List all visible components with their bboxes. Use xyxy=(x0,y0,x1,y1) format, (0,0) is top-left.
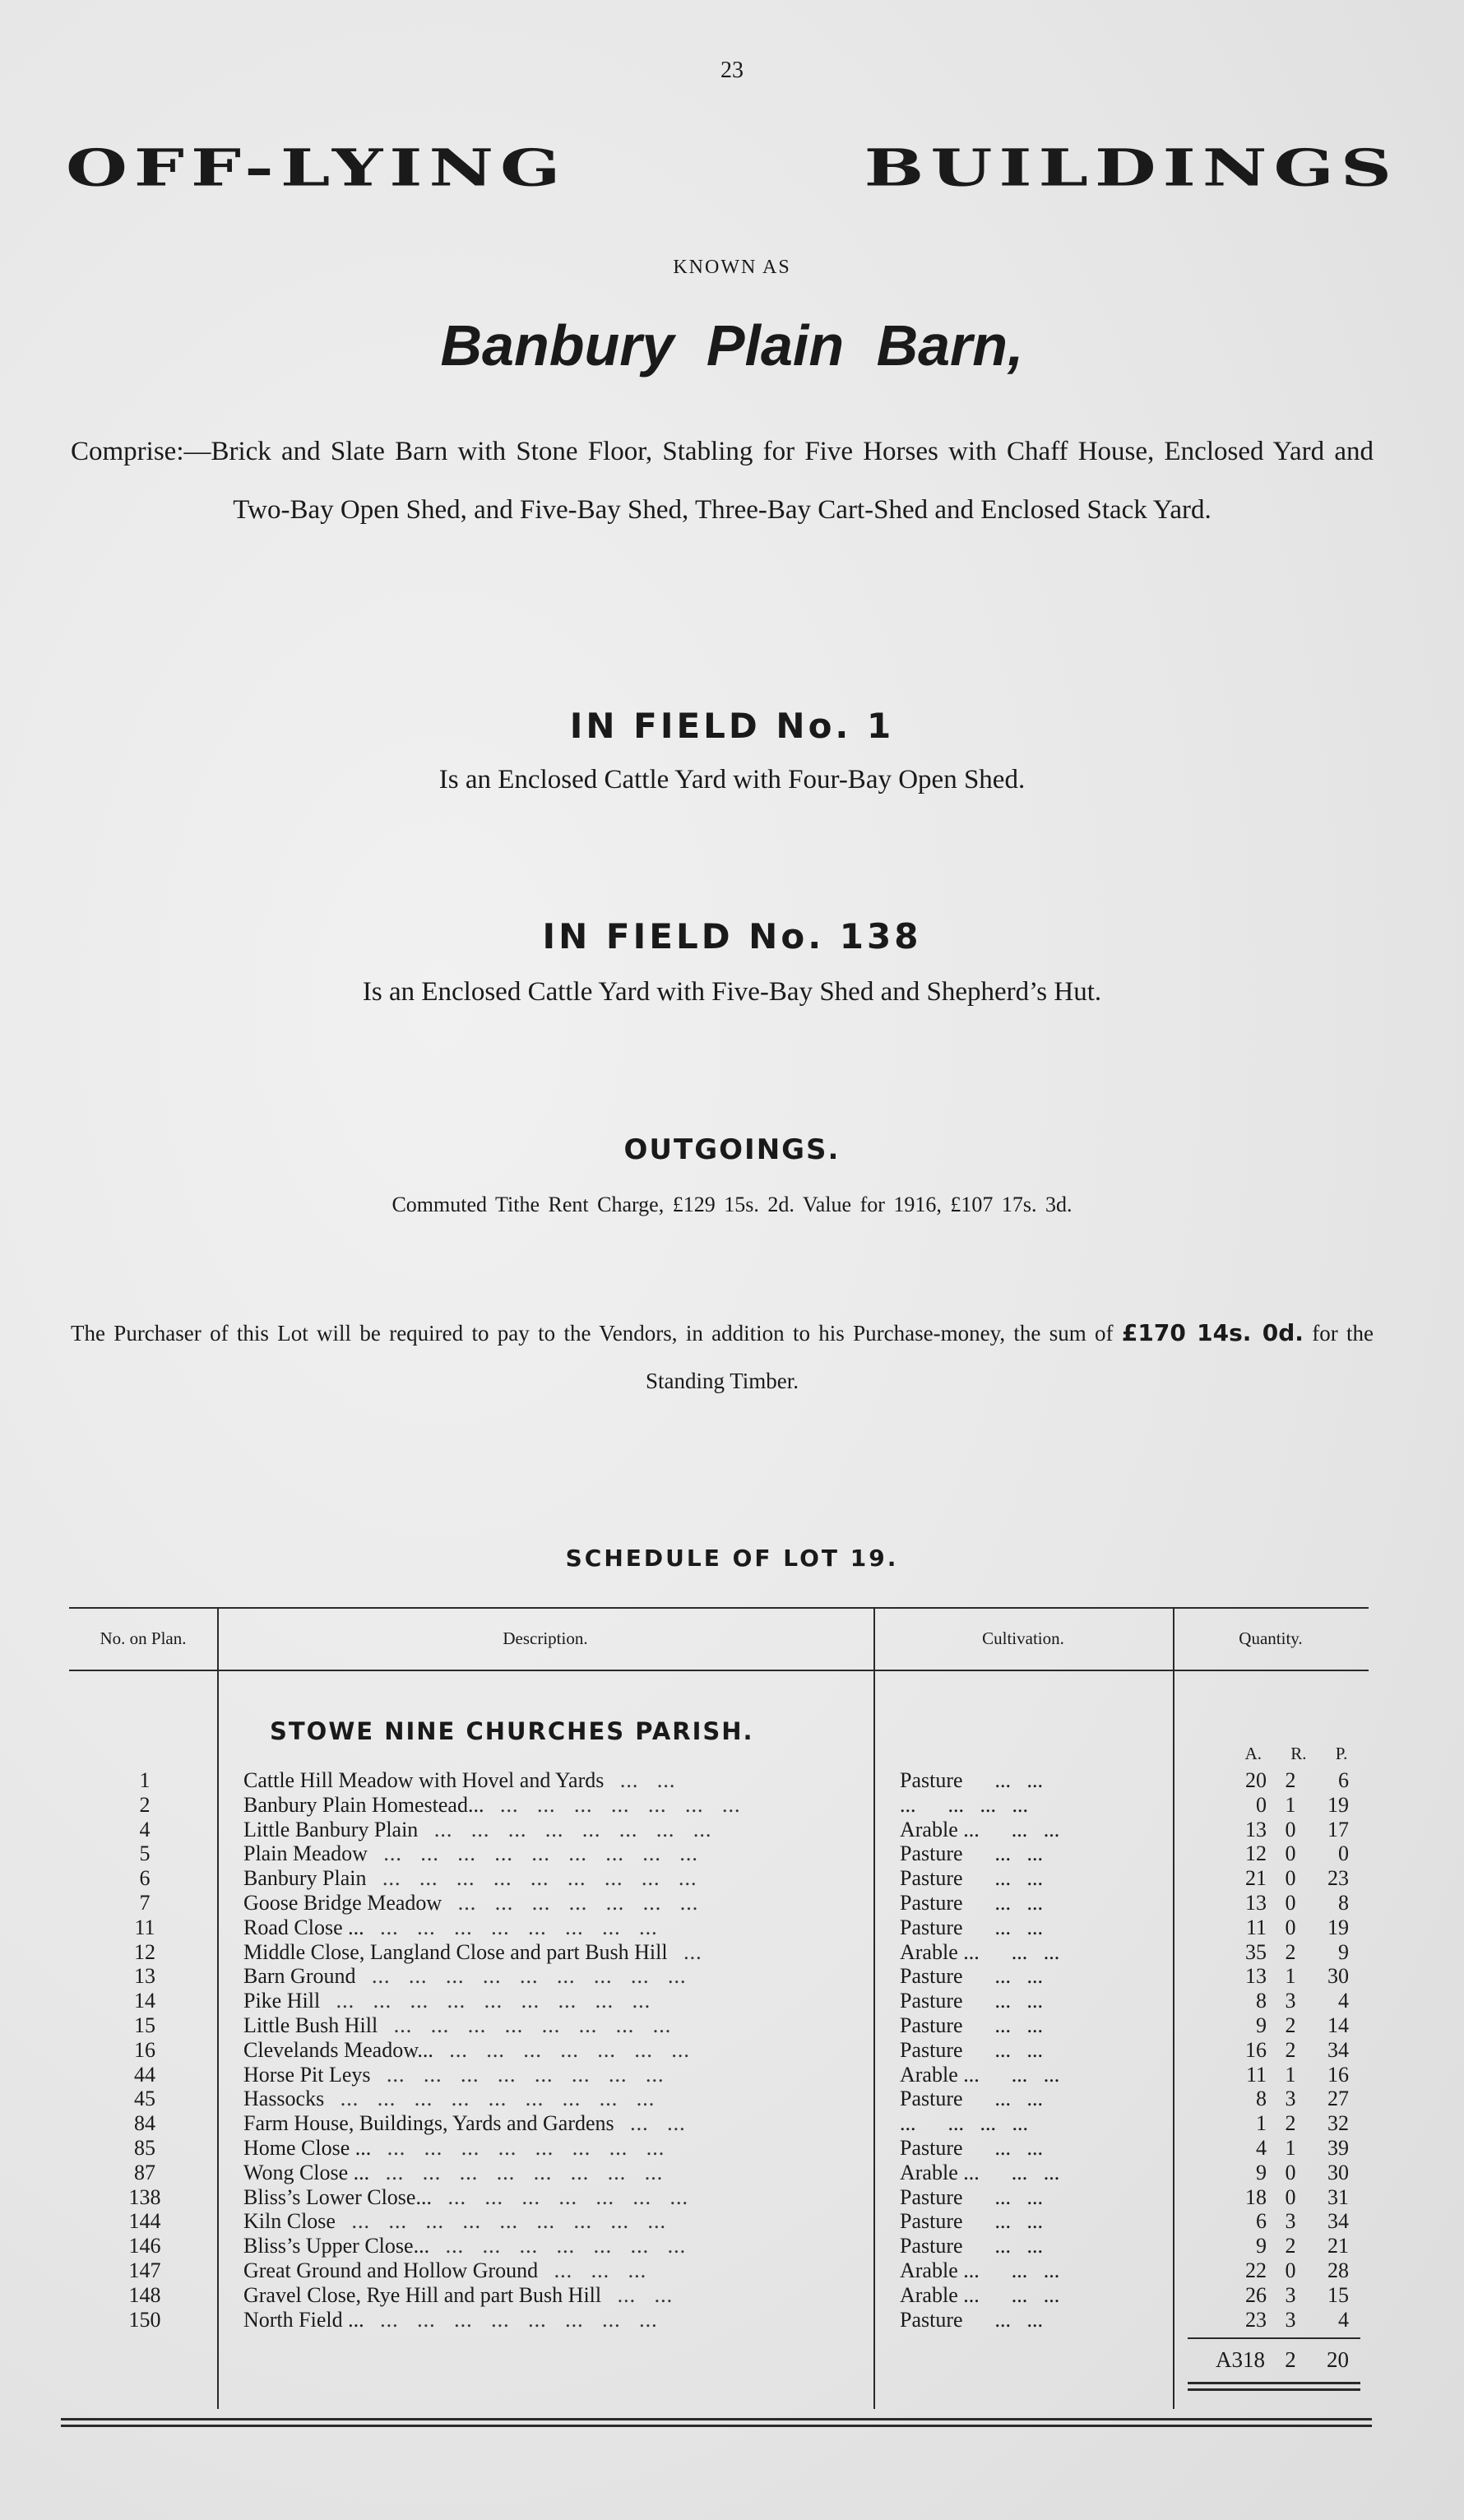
plan-number: 12 xyxy=(134,1939,155,1964)
field-description-text: Gravel Close, Rye Hill and part Bush Hill xyxy=(243,2282,602,2307)
quantity-perches: 27 xyxy=(1327,2087,1349,2111)
quantity-roods: 3 xyxy=(1285,2087,1296,2111)
table-row xyxy=(69,1866,1369,1891)
field-description xyxy=(243,2185,836,2210)
table-row xyxy=(69,1915,1369,1940)
field-1-text: Is an Enclosed Cattle Yard with Four-Bay Open Shed. xyxy=(438,765,1026,794)
quantity-perches: 34 xyxy=(1327,2209,1349,2234)
field-description xyxy=(243,2111,836,2136)
field-description-text: Wong Close ... xyxy=(243,2160,370,2184)
leader-dots: ... ... xyxy=(994,2013,1044,2037)
plan-number: 6 xyxy=(139,1866,151,1891)
plan-number: 144 xyxy=(128,2209,161,2234)
table-row xyxy=(69,2038,1369,2063)
field-description xyxy=(243,1891,836,1915)
quantity-acres: 6 xyxy=(1256,2209,1267,2234)
quantity-perches: 0 xyxy=(1338,1841,1349,1866)
cultivation-text: Pasture xyxy=(900,2209,963,2234)
leader-dots: ... ... xyxy=(994,2087,1044,2111)
quantity-perches: 39 xyxy=(1327,2135,1349,2160)
field-description-text: North Field ... xyxy=(243,2307,364,2332)
field-description-text: Hassocks xyxy=(243,2087,325,2111)
field-description xyxy=(243,1940,836,1965)
leader-dots: ... ... xyxy=(994,2234,1044,2258)
leader-dots: ... ... ... ... ... ... ... ... ... xyxy=(336,1989,651,2013)
purchaser-text-after: for the Standing Timber. xyxy=(645,1321,1374,1393)
leader-dots: ... xyxy=(683,1939,702,1964)
outgoings-heading: OUTGOINGS. xyxy=(623,1133,841,1166)
quantity-acres: 22 xyxy=(1245,2258,1267,2282)
quantity-acres: 16 xyxy=(1245,2037,1267,2062)
table-row xyxy=(69,2111,1369,2136)
parish-heading: STOWE NINE CHURCHES PARISH. xyxy=(270,1717,754,1745)
leader-dots: ... ... ... ... ... ... ... xyxy=(445,2234,687,2258)
table-row xyxy=(69,2013,1369,2038)
cultivation xyxy=(900,2258,1147,2283)
quantity-perches: 6 xyxy=(1338,1768,1349,1792)
cultivation-text: Pasture xyxy=(900,2037,963,2062)
leader-dots: ... ... xyxy=(994,2037,1044,2062)
leader-dots: ... ... xyxy=(1011,1817,1060,1841)
field-description-text: Middle Close, Langland Close and part Bush Hill xyxy=(243,1939,668,1964)
cultivation xyxy=(900,2111,1147,2136)
cultivation xyxy=(900,1915,1147,1940)
quantity-perches: 8 xyxy=(1338,1890,1349,1915)
field-description-text: Banbury Plain xyxy=(243,1866,367,1891)
quantity-roods: 0 xyxy=(1285,1866,1296,1891)
cultivation xyxy=(900,2185,1147,2210)
quantity-acres: 13 xyxy=(1245,1964,1267,1989)
cultivation-text: Pasture xyxy=(900,1915,963,1939)
field-description xyxy=(243,2283,836,2308)
cultivation xyxy=(900,1768,1147,1793)
plan-number: 4 xyxy=(139,1817,151,1841)
field-description xyxy=(243,2234,836,2258)
plan-number: 146 xyxy=(128,2234,161,2258)
quantity-acres: 0 xyxy=(1256,1792,1267,1817)
cultivation-text: ... xyxy=(900,2111,916,2136)
cultivation-text: Arable ... xyxy=(900,2258,980,2282)
field-description xyxy=(243,2087,836,2111)
page-title xyxy=(66,138,1398,198)
quantity-perches: 30 xyxy=(1327,1964,1349,1989)
field-description xyxy=(243,2136,836,2161)
field-description-text: Clevelands Meadow... xyxy=(243,2037,433,2062)
field-description xyxy=(243,2013,836,2038)
field-description xyxy=(243,2161,836,2185)
quantity-acres: 12 xyxy=(1245,1841,1267,1866)
leader-dots: ... ... ... xyxy=(947,2111,1028,2136)
field-description xyxy=(243,2038,836,2063)
field-description xyxy=(243,2063,836,2087)
leader-dots: ... ... xyxy=(994,1915,1044,1939)
quantity-acres: 13 xyxy=(1245,1890,1267,1915)
leader-dots: ... ... xyxy=(994,2307,1044,2332)
quantity-perches: 4 xyxy=(1338,1989,1349,2013)
table-row xyxy=(69,1793,1369,1818)
field-description xyxy=(243,1818,836,1842)
leader-dots: ... ... xyxy=(1011,2062,1060,2087)
leader-dots: ... ... xyxy=(994,1890,1044,1915)
quantity-acres: 1 xyxy=(1256,2111,1267,2136)
quantity-acres: 20 xyxy=(1245,1768,1267,1792)
cultivation xyxy=(900,2013,1147,2038)
field-description-text: Barn Ground xyxy=(243,1964,356,1989)
cultivation xyxy=(900,1989,1147,2013)
quantity-perches: 17 xyxy=(1327,1817,1349,1841)
field-description xyxy=(243,1964,836,1989)
cultivation xyxy=(900,2161,1147,2185)
cultivation-text: Pasture xyxy=(900,2135,963,2160)
field-description xyxy=(243,2209,836,2234)
leader-dots: ... ... ... ... ... ... ... ... ... xyxy=(371,1964,687,1989)
field-description-text: Cattle Hill Meadow with Hovel and Yards xyxy=(243,1768,605,1792)
cultivation-text: Pasture xyxy=(900,2234,963,2258)
cultivation xyxy=(900,2136,1147,2161)
quantity-acres: 23 xyxy=(1245,2307,1267,2332)
purchaser-text-before: The Purchaser of this Lot will be required to pay to the Vendors, in addition to his Purchase-money, the sum of xyxy=(71,1321,1114,1346)
plan-number: 44 xyxy=(134,2062,155,2087)
cultivation-text: Arable ... xyxy=(900,1817,980,1841)
leader-dots: ... ... ... xyxy=(554,2258,647,2282)
quantity-perches: 32 xyxy=(1327,2111,1349,2136)
quantity-roods: 0 xyxy=(1285,2184,1296,2209)
field-description xyxy=(243,2308,836,2332)
cultivation-text: Arable ... xyxy=(900,2160,980,2184)
table-row xyxy=(69,2308,1369,2332)
table-row xyxy=(69,2136,1369,2161)
field-description xyxy=(243,1768,836,1793)
field-138-text: Is an Enclosed Cattle Yard with Five-Bay Shed and Shepherd’s Hut. xyxy=(362,977,1102,1007)
cultivation-text: Pasture xyxy=(900,1768,963,1792)
farm-name: Banbury Plain Barn, xyxy=(440,313,1024,378)
leader-dots: ... ... ... ... ... ... ... ... ... xyxy=(351,2209,666,2234)
leader-dots: ... ... xyxy=(1011,2282,1060,2307)
table-row xyxy=(69,2234,1369,2258)
cultivation-text: Arable ... xyxy=(900,2062,980,2087)
quantity-roods: 0 xyxy=(1285,2160,1296,2184)
cultivation xyxy=(900,1866,1147,1891)
cultivation xyxy=(900,2087,1147,2111)
total-double-rule xyxy=(1188,2382,1360,2384)
field-description-text: Farm House, Buildings, Yards and Gardens xyxy=(243,2111,614,2136)
quantity-roods: 2 xyxy=(1285,2013,1296,2037)
leader-dots: ... ... ... ... ... ... ... ... xyxy=(380,2307,658,2332)
field-description-text: Horse Pit Leys xyxy=(243,2062,371,2087)
quantity-roods: 0 xyxy=(1285,1890,1296,1915)
field-description xyxy=(243,1915,836,1940)
quantity-acres: 13 xyxy=(1245,1817,1267,1841)
field-description xyxy=(243,1793,836,1818)
leader-dots: ... ... ... ... ... ... ... xyxy=(499,1792,741,1817)
plan-number: 45 xyxy=(134,2087,155,2111)
page-number: 23 xyxy=(720,58,744,83)
table-row xyxy=(69,2063,1369,2087)
quantity-acres: 11 xyxy=(1245,1915,1267,1939)
quantity-roods: 2 xyxy=(1285,1939,1296,1964)
field-description-text: Pike Hill xyxy=(243,1989,321,2013)
cultivation-text: Pasture xyxy=(900,1866,963,1891)
plan-number: 14 xyxy=(134,1989,155,2013)
quantity-perches: 31 xyxy=(1327,2184,1349,2209)
plan-number: 1 xyxy=(139,1768,151,1792)
field-description xyxy=(243,1989,836,2013)
field-description-text: Plain Meadow xyxy=(243,1841,368,1866)
field-description-text: Home Close ... xyxy=(243,2135,372,2160)
leader-dots: ... ... xyxy=(994,2209,1044,2234)
total-rule xyxy=(1188,2337,1360,2339)
field-description-text: Goose Bridge Meadow xyxy=(243,1890,442,1915)
plan-number: 7 xyxy=(139,1890,151,1915)
field-description-text: Road Close ... xyxy=(243,1915,364,1939)
leader-dots: ... ... ... ... ... ... ... ... ... xyxy=(340,2087,656,2111)
unit-perches: P. xyxy=(1335,1744,1348,1763)
table-row xyxy=(69,1891,1369,1915)
column-header-no: No. on Plan. xyxy=(100,1628,187,1648)
quantity-perches: 30 xyxy=(1327,2160,1349,2184)
quantity-perches: 28 xyxy=(1327,2258,1349,2282)
quantity-perches: 19 xyxy=(1327,1792,1349,1817)
leader-dots: ... ... xyxy=(994,1768,1044,1792)
field-description-text: Banbury Plain Homestead... xyxy=(243,1792,484,1817)
unit-acres: A. xyxy=(1244,1744,1262,1763)
quantity-roods: 0 xyxy=(1285,2258,1296,2282)
quantity-perches: 16 xyxy=(1327,2062,1349,2087)
cultivation-text: Pasture xyxy=(900,1841,963,1866)
plan-number: 138 xyxy=(128,2184,161,2209)
title-right: BUILDINGS xyxy=(864,138,1398,198)
leader-dots: ... ... xyxy=(617,2282,674,2307)
cultivation-text: Arable ... xyxy=(900,1939,980,1964)
cultivation xyxy=(900,1964,1147,1989)
timber-sum: £170 14s. 0d. xyxy=(1121,1319,1304,1346)
plan-number: 11 xyxy=(134,1915,155,1939)
plan-number: 2 xyxy=(139,1792,151,1817)
leader-dots: ... ... ... xyxy=(947,1792,1028,1817)
cultivation-text: Pasture xyxy=(900,1989,963,2013)
total-acres: A318 xyxy=(1216,2347,1265,2372)
field-description-text: Kiln Close xyxy=(243,2209,336,2234)
quantity-acres: 18 xyxy=(1245,2184,1267,2209)
quantity-roods: 1 xyxy=(1285,2062,1296,2087)
plan-number: 147 xyxy=(128,2258,161,2282)
cultivation-text: ... xyxy=(900,1792,916,1817)
quantity-acres: 21 xyxy=(1245,1866,1267,1891)
cultivation-text: Pasture xyxy=(900,2013,963,2037)
table-row xyxy=(69,1768,1369,1793)
leader-dots: ... ... xyxy=(994,1989,1044,2013)
leader-dots: ... ... ... ... ... ... ... ... xyxy=(433,1817,712,1841)
plan-number: 148 xyxy=(128,2282,161,2307)
leader-dots: ... ... ... ... ... ... ... ... xyxy=(393,2013,672,2037)
leader-dots: ... ... ... ... ... ... ... xyxy=(457,1890,699,1915)
quantity-acres: 8 xyxy=(1256,1989,1267,2013)
column-header-description: Description. xyxy=(503,1628,588,1648)
outgoings-text: Commuted Tithe Rent Charge, £129 15s. 2d. Value for 1916, £107 17s. 3d. xyxy=(391,1193,1073,1216)
leader-dots: ... ... ... ... ... ... ... ... xyxy=(380,1915,658,1939)
field-description-text: Little Bush Hill xyxy=(243,2013,378,2037)
field-description-text: Little Banbury Plain xyxy=(243,1817,419,1841)
cultivation xyxy=(900,2209,1147,2234)
plan-number: 150 xyxy=(128,2307,161,2332)
quantity-roods: 2 xyxy=(1285,2234,1296,2258)
quantity-perches: 4 xyxy=(1338,2307,1349,2332)
cultivation xyxy=(900,2063,1147,2087)
table-row xyxy=(69,2185,1369,2210)
total-roods: 2 xyxy=(1285,2347,1296,2372)
quantity-perches: 14 xyxy=(1327,2013,1349,2037)
field-description-text: Bliss’s Lower Close... xyxy=(243,2184,432,2209)
quantity-roods: 0 xyxy=(1285,1841,1296,1866)
plan-number: 13 xyxy=(134,1964,155,1989)
cultivation-text: Pasture xyxy=(900,2184,963,2209)
plan-number: 85 xyxy=(134,2135,155,2160)
quantity-perches: 34 xyxy=(1327,2037,1349,2062)
field-138-heading: IN FIELD No. 138 xyxy=(542,916,922,957)
table-row xyxy=(69,1940,1369,1965)
leader-dots: ... ... xyxy=(994,2135,1044,2160)
quantity-perches: 19 xyxy=(1327,1915,1349,1939)
plan-number: 16 xyxy=(134,2037,155,2062)
leader-dots: ... ... ... ... ... ... ... xyxy=(449,2037,690,2062)
quantity-acres: 11 xyxy=(1245,2062,1267,2087)
leader-dots: ... ... ... ... ... ... ... ... xyxy=(387,2135,665,2160)
quantity-perches: 9 xyxy=(1338,1939,1349,1964)
table-row xyxy=(69,2258,1369,2283)
leader-dots: ... ... ... ... ... ... ... ... ... xyxy=(383,1841,698,1866)
quantity-roods: 3 xyxy=(1285,2282,1296,2307)
leader-dots: ... ... ... ... ... ... ... ... xyxy=(385,2160,664,2184)
cultivation xyxy=(900,2283,1147,2308)
cultivation xyxy=(900,1841,1147,1866)
leader-dots: ... ... ... ... ... ... ... xyxy=(447,2184,688,2209)
cultivation xyxy=(900,1818,1147,1842)
table-row xyxy=(69,2209,1369,2234)
quantity-roods: 2 xyxy=(1285,2037,1296,2062)
quantity-acres: 9 xyxy=(1256,2160,1267,2184)
table-row xyxy=(69,1841,1369,1866)
bottom-rule xyxy=(61,2425,1372,2427)
quantity-roods: 0 xyxy=(1285,1817,1296,1841)
quantity-roods: 2 xyxy=(1285,2111,1296,2136)
total-perches: 20 xyxy=(1327,2347,1349,2372)
leader-dots: ... ... xyxy=(994,1841,1044,1866)
quantity-roods: 1 xyxy=(1285,1792,1296,1817)
quantity-acres: 9 xyxy=(1256,2013,1267,2037)
table-row xyxy=(69,2087,1369,2111)
quantity-roods: 0 xyxy=(1285,1915,1296,1939)
cultivation-text: Pasture xyxy=(900,2307,963,2332)
quantity-roods: 3 xyxy=(1285,2209,1296,2234)
quantity-acres: 9 xyxy=(1256,2234,1267,2258)
table-row xyxy=(69,1989,1369,2013)
column-header-quantity: Quantity. xyxy=(1239,1628,1303,1648)
quantity-roods: 3 xyxy=(1285,1989,1296,2013)
plan-number: 5 xyxy=(139,1841,151,1866)
buildings-description: Comprise:—Brick and Slate Barn with Stone Floor, Stabling for Five Horses with Chaff House, Enclosed Yard and Two-Bay Open Shed, and Five-Bay Shed, Three-Bay Cart-Shed and Enclosed Stack Yard. xyxy=(71,437,1374,525)
known-as-label: KNOWN AS xyxy=(673,257,791,278)
cultivation xyxy=(900,1891,1147,1915)
cultivation-text: Pasture xyxy=(900,1964,963,1989)
table-row xyxy=(69,1964,1369,1989)
title-left: OFF-LYING xyxy=(66,138,568,198)
quantity-acres: 8 xyxy=(1256,2087,1267,2111)
bottom-rule xyxy=(61,2418,1372,2420)
quantity-roods: 3 xyxy=(1285,2307,1296,2332)
quantity-roods: 2 xyxy=(1285,1768,1296,1792)
quantity-acres: 26 xyxy=(1245,2282,1267,2307)
plan-number: 15 xyxy=(134,2013,155,2037)
leader-dots: ... ... xyxy=(619,1768,676,1792)
quantity-roods: 1 xyxy=(1285,2135,1296,2160)
plan-number: 87 xyxy=(134,2160,155,2184)
column-header-cultivation: Cultivation. xyxy=(982,1628,1064,1648)
table-row xyxy=(69,2283,1369,2308)
field-description-text: Bliss’s Upper Close... xyxy=(243,2234,430,2258)
table-row xyxy=(69,1818,1369,1842)
quantity-acres: 4 xyxy=(1256,2135,1267,2160)
cultivation-text: Pasture xyxy=(900,1890,963,1915)
unit-roods: R. xyxy=(1290,1744,1307,1763)
quantity-acres: 35 xyxy=(1245,1939,1267,1964)
leader-dots: ... ... xyxy=(630,2111,686,2136)
purchaser-note xyxy=(71,1309,1374,1405)
field-description xyxy=(243,2258,836,2283)
leader-dots: ... ... xyxy=(1011,1939,1060,1964)
leader-dots: ... ... xyxy=(994,1866,1044,1891)
leader-dots: ... ... xyxy=(994,2184,1044,2209)
quantity-perches: 15 xyxy=(1327,2282,1349,2307)
schedule-heading: SCHEDULE OF LOT 19. xyxy=(565,1545,899,1572)
quantity-roods: 1 xyxy=(1285,1964,1296,1989)
cultivation xyxy=(900,1793,1147,1818)
schedule-rows xyxy=(69,1768,1369,2332)
field-description xyxy=(243,1866,836,1891)
cultivation xyxy=(900,1940,1147,1965)
table-row xyxy=(69,2161,1369,2185)
cultivation xyxy=(900,2234,1147,2258)
leader-dots: ... ... ... ... ... ... ... ... ... xyxy=(382,1866,697,1891)
field-description-text: Great Ground and Hollow Ground xyxy=(243,2258,539,2282)
cultivation xyxy=(900,2038,1147,2063)
leader-dots: ... ... xyxy=(994,1964,1044,1989)
cultivation-text: Pasture xyxy=(900,2087,963,2111)
plan-number: 84 xyxy=(134,2111,155,2136)
quantity-units xyxy=(1230,1744,1362,1764)
field-1-heading: IN FIELD No. 1 xyxy=(569,706,895,746)
leader-dots: ... ... xyxy=(1011,2160,1060,2184)
field-description xyxy=(243,1841,836,1866)
quantity-perches: 21 xyxy=(1327,2234,1349,2258)
quantity-perches: 23 xyxy=(1327,1866,1349,1891)
total-double-rule xyxy=(1188,2388,1360,2391)
schedule-table xyxy=(69,1607,1369,2413)
cultivation-text: Arable ... xyxy=(900,2282,980,2307)
cultivation xyxy=(900,2308,1147,2332)
leader-dots: ... ... ... ... ... ... ... ... xyxy=(387,2062,665,2087)
leader-dots: ... ... xyxy=(1011,2258,1060,2282)
